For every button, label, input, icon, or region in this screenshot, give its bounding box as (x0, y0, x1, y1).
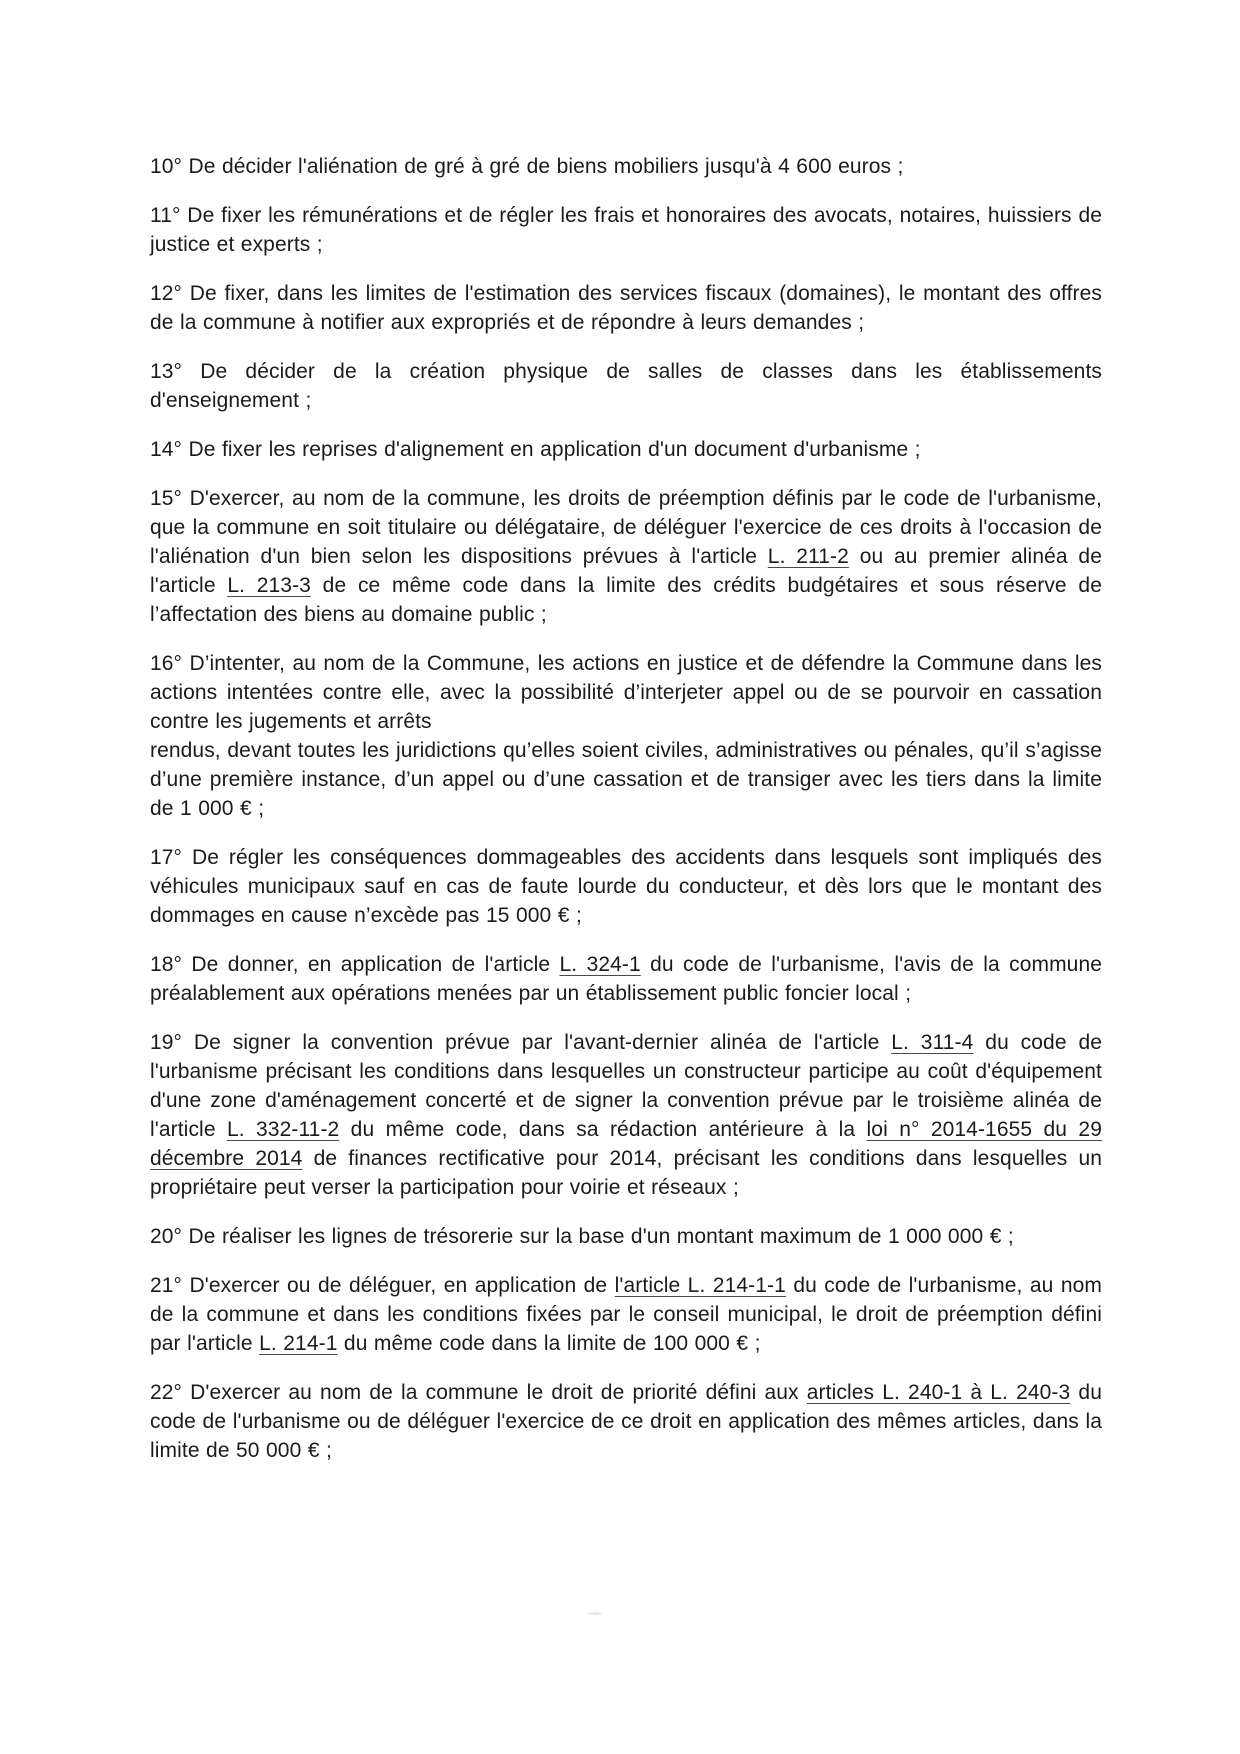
article-reference: l'article L. 214-1-1 (614, 1274, 786, 1297)
paragraph-10 (150, 152, 1102, 181)
article-reference: L. 324-1 (559, 953, 641, 976)
paragraph-16 (150, 649, 1102, 823)
paragraph-22 (150, 1378, 1102, 1465)
text-run: de ce même code dans la limite des crédits budgétaires et sous réserve de l’affectation des biens au domaine public ; (150, 574, 1102, 626)
text-run: 15° D'exercer, au nom de la commune, les droits de préemption définis par le code de l'urbanisme, que la commune en soit titulaire ou délégataire, de déléguer l'exercice de ces droits à l'occasion de l'aliénation d'un bien selon les dispositions prévues à l'article (150, 487, 1102, 568)
text-run: 12° De fixer, dans les limites de l'estimation des services fiscaux (domaines), le montant des offres de la commune à notifier aux expropriés et de répondre à leurs demandes ; (150, 282, 1102, 334)
paragraph-17 (150, 843, 1102, 930)
text-run: du code de l'urbanisme ou de déléguer l'exercice de ce droit en application des mêmes articles, dans la limite de 50 000 € ; (150, 1381, 1102, 1462)
paragraph-12 (150, 279, 1102, 337)
paragraph-14 (150, 435, 1102, 464)
text-run: 21° D'exercer ou de déléguer, en application de (150, 1274, 615, 1297)
article-reference: L. 211-2 (767, 545, 849, 568)
paragraph-19 (150, 1028, 1102, 1202)
text-run: du même code dans la limite de 100 000 € ; (337, 1332, 761, 1355)
article-reference: L. 213-3 (227, 574, 311, 597)
text-run: 14° De fixer les reprises d'alignement en application d'un document d'urbanisme ; (150, 438, 921, 461)
text-run: 22° D'exercer au nom de la commune le droit de priorité défini aux (150, 1381, 807, 1404)
text-run: 13° De décider de la création physique de salles de classes dans les établissements d'enseignement ; (150, 360, 1102, 412)
document-body (150, 152, 1102, 1465)
paragraph-20 (150, 1222, 1102, 1251)
text-run: rendus, devant toutes les juridictions qu’elles soient civiles, administratives ou pénales, qu’il s’agisse d’une première instance, d’un appel ou d’une cassation et de transiger avec les tiers dans la limite de 1 000 € ; (150, 739, 1102, 820)
text-run: ou au premier alinéa de l'article (150, 545, 1102, 597)
article-reference: L. 332-11-2 (226, 1118, 340, 1141)
text-run: du code de l'urbanisme, l'avis de la commune préalablement aux opérations menées par un établissement public foncier local ; (150, 953, 1103, 1005)
text-run: 17° De régler les conséquences dommageables des accidents dans lesquels sont impliqués des véhicules municipaux sauf en cas de faute lourde du conducteur, et dès lors que le montant des dommages en cause n’excède pas 15 000 € ; (150, 846, 1102, 927)
text-run: 19° De signer la convention prévue par l'avant-dernier alinéa de l'article (150, 1031, 892, 1054)
paragraph-15 (150, 484, 1102, 629)
text-run: 20° De réaliser les lignes de trésorerie sur la base d'un montant maximum de 1 000 000 € ; (150, 1225, 1014, 1248)
text-run: du code de l'urbanisme, au nom de la commune et dans les conditions fixées par le conseil municipal, le droit de préemption défini par l'article (150, 1274, 1102, 1355)
paragraph-13 (150, 357, 1102, 415)
text-run: 11° De fixer les rémunérations et de régler les frais et honoraires des avocats, notaires, huissiers de justice et experts ; (150, 204, 1102, 256)
article-reference: L. 311-4 (891, 1031, 974, 1054)
article-reference: articles L. 240-1 à L. 240-3 (806, 1381, 1071, 1404)
paragraph-21 (150, 1271, 1102, 1358)
text-run: 18° De donner, en application de l'article (150, 953, 560, 976)
text-run: du code de l'urbanisme précisant les conditions dans lesquelles un constructeur participe au coût d'équipement d'une zone d'aménagement concerté et de signer la convention prévue par le troisième alinéa de l'article (150, 1031, 1102, 1141)
text-run: de finances rectificative pour 2014, précisant les conditions dans lesquelles un propriétaire peut verser la participation pour voirie et réseaux ; (150, 1147, 1103, 1199)
scan-artifact (588, 1612, 602, 1615)
paragraph-11 (150, 201, 1102, 259)
text-run: 10° De décider l'aliénation de gré à gré de biens mobiliers jusqu'à 4 600 euros ; (150, 155, 904, 178)
text-run: du même code, dans sa rédaction antérieure à la (339, 1118, 867, 1141)
article-reference: L. 214-1 (259, 1332, 338, 1355)
paragraph-18 (150, 950, 1102, 1008)
article-reference: loi n° 2014-1655 du 29 décembre 2014 (150, 1118, 1102, 1170)
text-run: 16° D’intenter, au nom de la Commune, les actions en justice et de défendre la Commune dans les actions intentées contre elle, avec la possibilité d’interjeter appel ou de se pourvoir en cassation contre les jugements et arrêts (150, 652, 1102, 733)
